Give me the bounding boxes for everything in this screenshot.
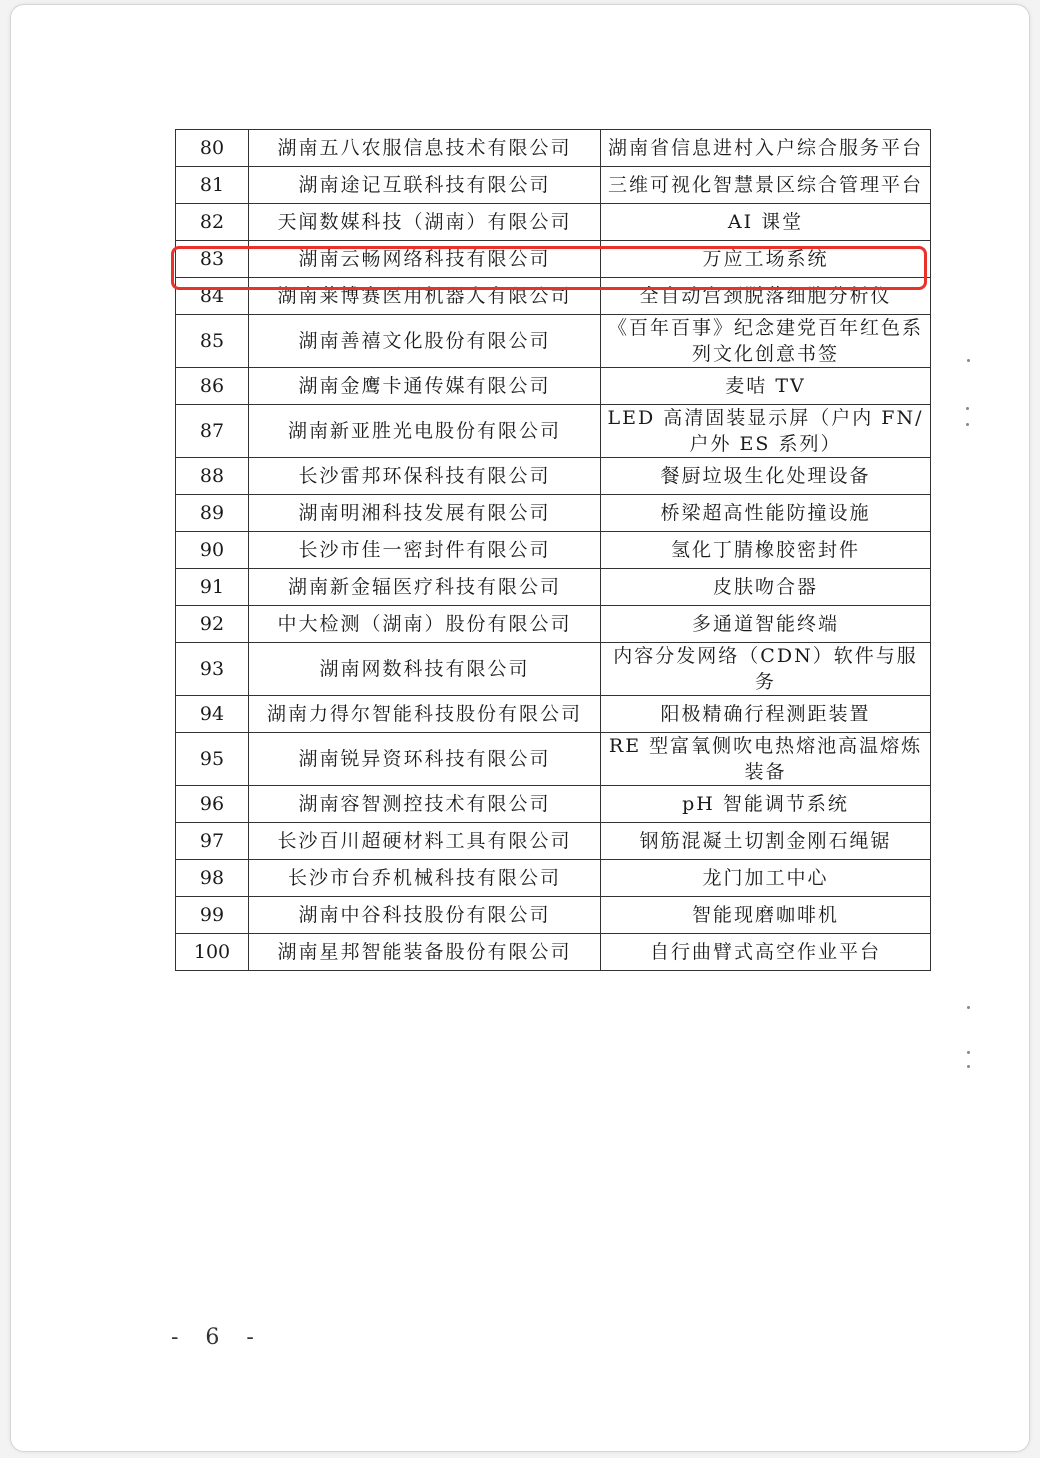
row-number: 88 — [176, 458, 249, 495]
product-name: 内容分发网络（CDN）软件与服务 — [601, 643, 931, 696]
company-name: 湖南莱博赛医用机器人有限公司 — [249, 278, 601, 315]
company-name: 天闻数媒科技（湖南）有限公司 — [249, 204, 601, 241]
product-name: 湖南省信息进村入户综合服务平台 — [601, 130, 931, 167]
row-number: 84 — [176, 278, 249, 315]
table-body — [176, 130, 931, 971]
row-number: 99 — [176, 897, 249, 934]
company-name: 湖南途记互联科技有限公司 — [249, 167, 601, 204]
product-name: 麦咭 TV — [601, 368, 931, 405]
table-row — [176, 696, 931, 733]
company-name: 湖南明湘科技发展有限公司 — [249, 495, 601, 532]
table-row — [176, 368, 931, 405]
table-row — [176, 204, 931, 241]
row-number: 97 — [176, 823, 249, 860]
company-name: 湖南善禧文化股份有限公司 — [249, 315, 601, 368]
table-row — [176, 934, 931, 971]
row-number: 82 — [176, 204, 249, 241]
product-name: 多通道智能终端 — [601, 606, 931, 643]
product-name: 万应工场系统 — [601, 241, 931, 278]
company-name: 长沙市台乔机械科技有限公司 — [249, 860, 601, 897]
product-name: RE 型富氧侧吹电热熔池高温熔炼装备 — [601, 733, 931, 786]
product-name: AI 课堂 — [601, 204, 931, 241]
product-name: 氢化丁腈橡胶密封件 — [601, 532, 931, 569]
row-number: 100 — [176, 934, 249, 971]
row-number: 91 — [176, 569, 249, 606]
table-row-highlighted — [176, 241, 931, 278]
scan-speck — [966, 423, 969, 426]
scan-speck — [967, 1051, 970, 1054]
row-number: 89 — [176, 495, 249, 532]
company-name: 湖南容智测控技术有限公司 — [249, 786, 601, 823]
table-row — [176, 643, 931, 696]
table-row — [176, 532, 931, 569]
company-name: 长沙市佳一密封件有限公司 — [249, 532, 601, 569]
company-name: 中大检测（湖南）股份有限公司 — [249, 606, 601, 643]
scan-speck — [967, 1006, 970, 1009]
page-number: - 6 - — [171, 1325, 264, 1350]
table-row — [176, 495, 931, 532]
table-row — [176, 315, 931, 368]
row-number: 94 — [176, 696, 249, 733]
product-name: 钢筋混凝土切割金刚石绳锯 — [601, 823, 931, 860]
row-number: 83 — [176, 241, 249, 278]
company-name: 湖南星邦智能装备股份有限公司 — [249, 934, 601, 971]
company-name: 湖南新金辐医疗科技有限公司 — [249, 569, 601, 606]
scan-speck — [967, 359, 970, 362]
product-name: 餐厨垃圾生化处理设备 — [601, 458, 931, 495]
product-name: 《百年百事》纪念建党百年红色系列文化创意书签 — [601, 315, 931, 368]
row-number: 96 — [176, 786, 249, 823]
table-row — [176, 278, 931, 315]
product-name: LED 高清固装显示屏（户内 FN/户外 ES 系列） — [601, 405, 931, 458]
product-name: 阳极精确行程测距装置 — [601, 696, 931, 733]
product-name: 智能现磨咖啡机 — [601, 897, 931, 934]
row-number: 85 — [176, 315, 249, 368]
product-name: 三维可视化智慧景区综合管理平台 — [601, 167, 931, 204]
company-name: 湖南力得尔智能科技股份有限公司 — [249, 696, 601, 733]
company-name: 湖南新亚胜光电股份有限公司 — [249, 405, 601, 458]
company-name: 湖南网数科技有限公司 — [249, 643, 601, 696]
table-row — [176, 897, 931, 934]
row-number: 90 — [176, 532, 249, 569]
company-name: 湖南五八农服信息技术有限公司 — [249, 130, 601, 167]
product-name: pH 智能调节系统 — [601, 786, 931, 823]
table-row — [176, 167, 931, 204]
row-number: 81 — [176, 167, 249, 204]
row-number: 92 — [176, 606, 249, 643]
row-number: 87 — [176, 405, 249, 458]
scan-speck — [966, 407, 969, 410]
company-product-table — [175, 129, 931, 971]
table-row — [176, 823, 931, 860]
product-name: 皮肤吻合器 — [601, 569, 931, 606]
product-name: 全自动宫颈脱落细胞分析仪 — [601, 278, 931, 315]
row-number: 93 — [176, 643, 249, 696]
row-number: 98 — [176, 860, 249, 897]
product-name: 桥梁超高性能防撞设施 — [601, 495, 931, 532]
table-row — [176, 405, 931, 458]
company-name: 湖南云畅网络科技有限公司 — [249, 241, 601, 278]
scan-speck — [967, 1065, 970, 1068]
product-name: 龙门加工中心 — [601, 860, 931, 897]
table-row — [176, 569, 931, 606]
company-name: 湖南金鹰卡通传媒有限公司 — [249, 368, 601, 405]
table-row — [176, 458, 931, 495]
product-name: 自行曲臂式高空作业平台 — [601, 934, 931, 971]
row-number: 80 — [176, 130, 249, 167]
document-page — [10, 4, 1030, 1452]
table-row — [176, 130, 931, 167]
table-row — [176, 733, 931, 786]
table-row — [176, 786, 931, 823]
company-name: 湖南锐异资环科技有限公司 — [249, 733, 601, 786]
company-name: 长沙百川超硬材料工具有限公司 — [249, 823, 601, 860]
company-name: 湖南中谷科技股份有限公司 — [249, 897, 601, 934]
row-number: 86 — [176, 368, 249, 405]
table-row — [176, 606, 931, 643]
row-number: 95 — [176, 733, 249, 786]
company-name: 长沙雷邦环保科技有限公司 — [249, 458, 601, 495]
table-row — [176, 860, 931, 897]
